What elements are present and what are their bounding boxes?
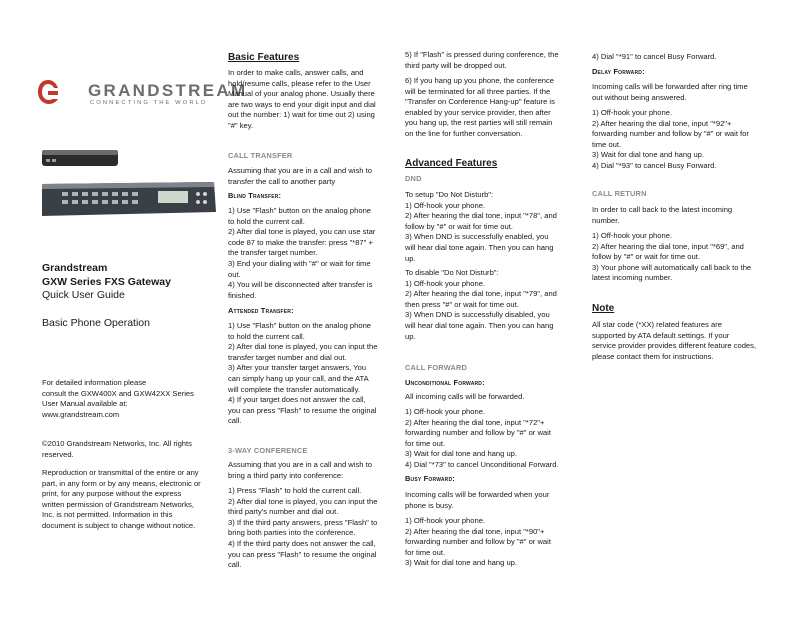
text-line: consult the GXW400X and GXW42XX Series <box>42 388 194 398</box>
text-line: transfer the call to another party <box>228 176 336 186</box>
text-line: 1) Off-hook your phone. <box>405 407 486 416</box>
text-line: User Manual available at: <box>42 399 128 409</box>
text-line: 6) If you hang up you phone, the conference <box>405 76 555 85</box>
text-line: out without being answered. <box>592 92 687 102</box>
basic-intro <box>228 68 393 132</box>
basic-features-heading: Basic Features <box>228 52 300 63</box>
text-line: reserved. <box>42 449 74 459</box>
guide-title: Quick User Guide <box>42 289 125 301</box>
text-line: written permission of Grandstream Networks, <box>42 499 194 509</box>
text-line: "#" key. <box>228 120 254 130</box>
text-line: 1) Press "Flash" to hold the current call. <box>228 486 362 495</box>
text-line: "Transfer on Conference Hang-up" feature is <box>405 97 555 107</box>
text-line: 1) Off-hook your phone. <box>405 516 486 525</box>
text-line: you hang up, the rest parties will still remain <box>405 118 553 128</box>
delay-forward-heading: Delay Forward: <box>592 67 645 76</box>
text-line: service provider provides different feature codes, <box>592 341 757 351</box>
text-line: you can press "Flash" to resume the original <box>228 405 377 415</box>
note-heading: Note <box>592 303 615 314</box>
text-line: out. <box>228 269 241 279</box>
text-line: bring a third party into conference: <box>228 470 344 480</box>
text-line: number. <box>592 215 620 225</box>
call-transfer-heading: CALL TRANSFER <box>228 151 293 160</box>
text-line: 2) After hearing the dial tone, input "*69", and <box>592 241 744 251</box>
text-line: In order to call back to the latest incoming <box>592 205 733 214</box>
copyright-block <box>42 439 227 460</box>
blind-transfer-heading: Blind Transfer: <box>228 191 282 200</box>
text-line: Assuming that you are in a call and wish to <box>228 166 372 175</box>
three-way-conference-heading: 3-WAY CONFERENCE <box>228 446 308 455</box>
text-line: 3) When DND is successfully disabled, you <box>405 310 550 320</box>
text-line: 4) Dial "*93" to cancel Busy Forward. <box>592 160 717 170</box>
text-line: finished. <box>228 290 257 300</box>
text-line: will hear dial tone again. Then you can hang <box>405 242 554 252</box>
text-line: 3) Wait for dial tone and hang up. <box>405 449 518 459</box>
text-line: Reproduction or transmittal of the entire or any <box>42 468 199 477</box>
text-line: 2) After hearing the dial tone, input "*79", and <box>405 289 557 299</box>
text-line: code 87 to make the transfer: press "*87" + <box>228 237 373 247</box>
brand-name: GRANDSTREAM <box>88 81 248 100</box>
text-line: ©2010 Grandstream Networks, Inc. All rights <box>42 439 192 448</box>
text-line: 1) Off-hook your phone. <box>405 200 486 210</box>
text-line: on the line for further conversation. <box>405 128 523 138</box>
text-line: 2) After hearing the dial tone, input "*78", and <box>405 211 557 221</box>
text-line: to hold the current call. <box>228 216 305 226</box>
text-line: 2) After dial tone is played, you can use star <box>228 227 376 237</box>
text-line: 2) After hearing the dial tone, input "*90"+ <box>405 526 545 536</box>
text-line: 1) Use "Flash" button on the analog phone <box>228 321 372 330</box>
text-line: are two ways to end your digit input and dial <box>228 99 376 109</box>
text-line: call. <box>228 560 242 570</box>
text-line: to hold the current call. <box>228 331 305 341</box>
text-line: the transfer target number. <box>228 248 318 258</box>
text-line: 5) If "Flash" is pressed during conference, the <box>405 50 559 59</box>
text-line: up. <box>405 253 416 263</box>
text-line: All incoming calls will be forwarded. <box>405 392 525 401</box>
text-line: then press "#" or wait for time out. <box>405 299 519 309</box>
text-line: document is subject to change without notice. <box>42 520 196 530</box>
call-forward-heading: CALL FORWARD <box>405 363 468 372</box>
text-line: enabled by your service provider, then after <box>405 107 551 117</box>
text-line: 4) You will be disconnected after transfer is <box>228 280 373 290</box>
text-line: 3) Wait for dial tone and hang up. <box>592 150 705 160</box>
text-line: you can press "Flash" to resume the original <box>228 549 377 559</box>
company-title: Grandstream <box>42 262 108 274</box>
text-line: hold/resume calls, please refer to the User <box>228 78 371 88</box>
text-line: 4) If the third party does not answer the call, <box>228 538 376 548</box>
text-line: 4) Dial "*91" to cancel Busy Forward. <box>592 52 717 61</box>
text-line: call. <box>228 416 242 426</box>
gateway-rack-image <box>38 178 218 220</box>
text-line: please contact them for instructions. <box>592 351 714 361</box>
text-line: 1) Off-hook your phone. <box>405 278 486 288</box>
call-return-heading: CALL RETURN <box>592 189 647 198</box>
topic-title: Basic Phone Operation <box>42 316 150 329</box>
text-line: out the number: 1) wait for time out 2) using <box>228 110 375 120</box>
text-line: up. <box>405 331 416 341</box>
text-line: To setup "Do Not Disturb": <box>405 190 494 199</box>
text-line: part, in any form or by any means, electronic or <box>42 478 201 488</box>
text-line: follow by "#" or wait for time out. <box>592 252 700 262</box>
text-line: can simply hang up your call, and the ATA <box>228 373 369 383</box>
text-line: Manual of your analog phone. Usually there <box>228 89 375 99</box>
text-line: will be terminated for all three parties. If the <box>405 86 551 96</box>
text-line: for time out. <box>405 438 446 448</box>
advanced-features-heading: Advanced Features <box>405 158 498 169</box>
text-line: 2) After dial tone is played, you can input the <box>228 496 378 506</box>
text-line: 4) Dial "*73" to cancel Unconditional Forward. <box>405 459 559 469</box>
text-line: 3) Wait for dial tone and hang up. <box>405 558 518 568</box>
text-line: 1) Off-hook your phone. <box>592 108 673 117</box>
text-line: In order to make calls, answer calls, and <box>228 68 364 77</box>
unconditional-forward-heading: Unconditional Forward: <box>405 378 485 387</box>
text-line: 3) After your transfer target answers, You <box>228 363 367 373</box>
product-title: GXW Series FXS Gateway <box>42 275 171 288</box>
text-line: 3) If the third party answers, press "Flash" to <box>228 517 378 527</box>
busy-forward-heading: Busy Forward: <box>405 474 455 483</box>
info-block <box>42 378 227 420</box>
gateway-small-image <box>40 146 120 170</box>
text-line: for time out. <box>405 547 446 557</box>
text-line: Incoming calls will be forwarded when your <box>405 490 550 499</box>
text-line: 3) End your dialing with "#" or wait for time <box>228 258 371 268</box>
text-line: phone is busy. <box>405 500 454 510</box>
disclaimer-block <box>42 468 232 532</box>
text-line: forwarding number and follow by "#" or wait <box>405 428 551 438</box>
text-line: 2) After dial tone is played, you can input the <box>228 342 378 352</box>
text-line: follow by "#" or wait for time out. <box>405 221 513 231</box>
text-line: Inc. is not permitted. Information in this <box>42 510 173 520</box>
website-link[interactable]: www.grandstream.com <box>42 409 120 419</box>
text-line: To disable "Do Not Disturb": <box>405 268 499 277</box>
grandstream-logo-icon <box>36 78 60 106</box>
text-line: forwarding number and follow by "#" or wait <box>405 537 551 547</box>
text-line: 3) Your phone will automatically call back to the <box>592 262 752 272</box>
text-line: 2) After hearing the dial tone, input "*72"+ <box>405 417 545 427</box>
text-line: supported by ATA default settings. If your <box>592 330 730 340</box>
text-line: forwarding number and follow by "#" or wait for <box>592 129 749 139</box>
text-line: For detailed information please <box>42 378 147 387</box>
text-line: will hear dial tone again. Then you can hang <box>405 320 554 330</box>
brand-tagline: CONNECTING THE WORLD <box>90 100 208 106</box>
dnd-heading: DND <box>405 174 422 183</box>
text-line: 1) Off-hook your phone. <box>592 231 673 240</box>
text-line: Assuming that you are in a call and wish to <box>228 460 372 469</box>
text-line: bring both parties into the conference. <box>228 528 356 538</box>
text-line: 2) After hearing the dial tone, input "*92"+ <box>592 118 732 128</box>
text-line: Incoming calls will be forwarded after ring time <box>592 82 748 91</box>
text-line: 3) When DND is successfully enabled, you <box>405 232 549 242</box>
text-line: will complete the transfer automatically. <box>228 384 360 394</box>
text-line: third party's number and dial out. <box>228 507 339 517</box>
text-line: print, for any purpose without the express <box>42 489 182 499</box>
text-line: transfer target number and dial out. <box>228 352 347 362</box>
text-line: 1) Use "Flash" button on the analog phone <box>228 206 372 215</box>
text-line: time out. <box>592 139 622 149</box>
text-line: 4) If your target does not answer the call, <box>228 395 366 405</box>
text-line: All star code (*XX) related features are <box>592 320 722 329</box>
attended-transfer-heading: Attended Transfer: <box>228 306 294 315</box>
text-line: third party will be dropped out. <box>405 60 507 70</box>
text-line: latest incoming number. <box>592 273 673 283</box>
